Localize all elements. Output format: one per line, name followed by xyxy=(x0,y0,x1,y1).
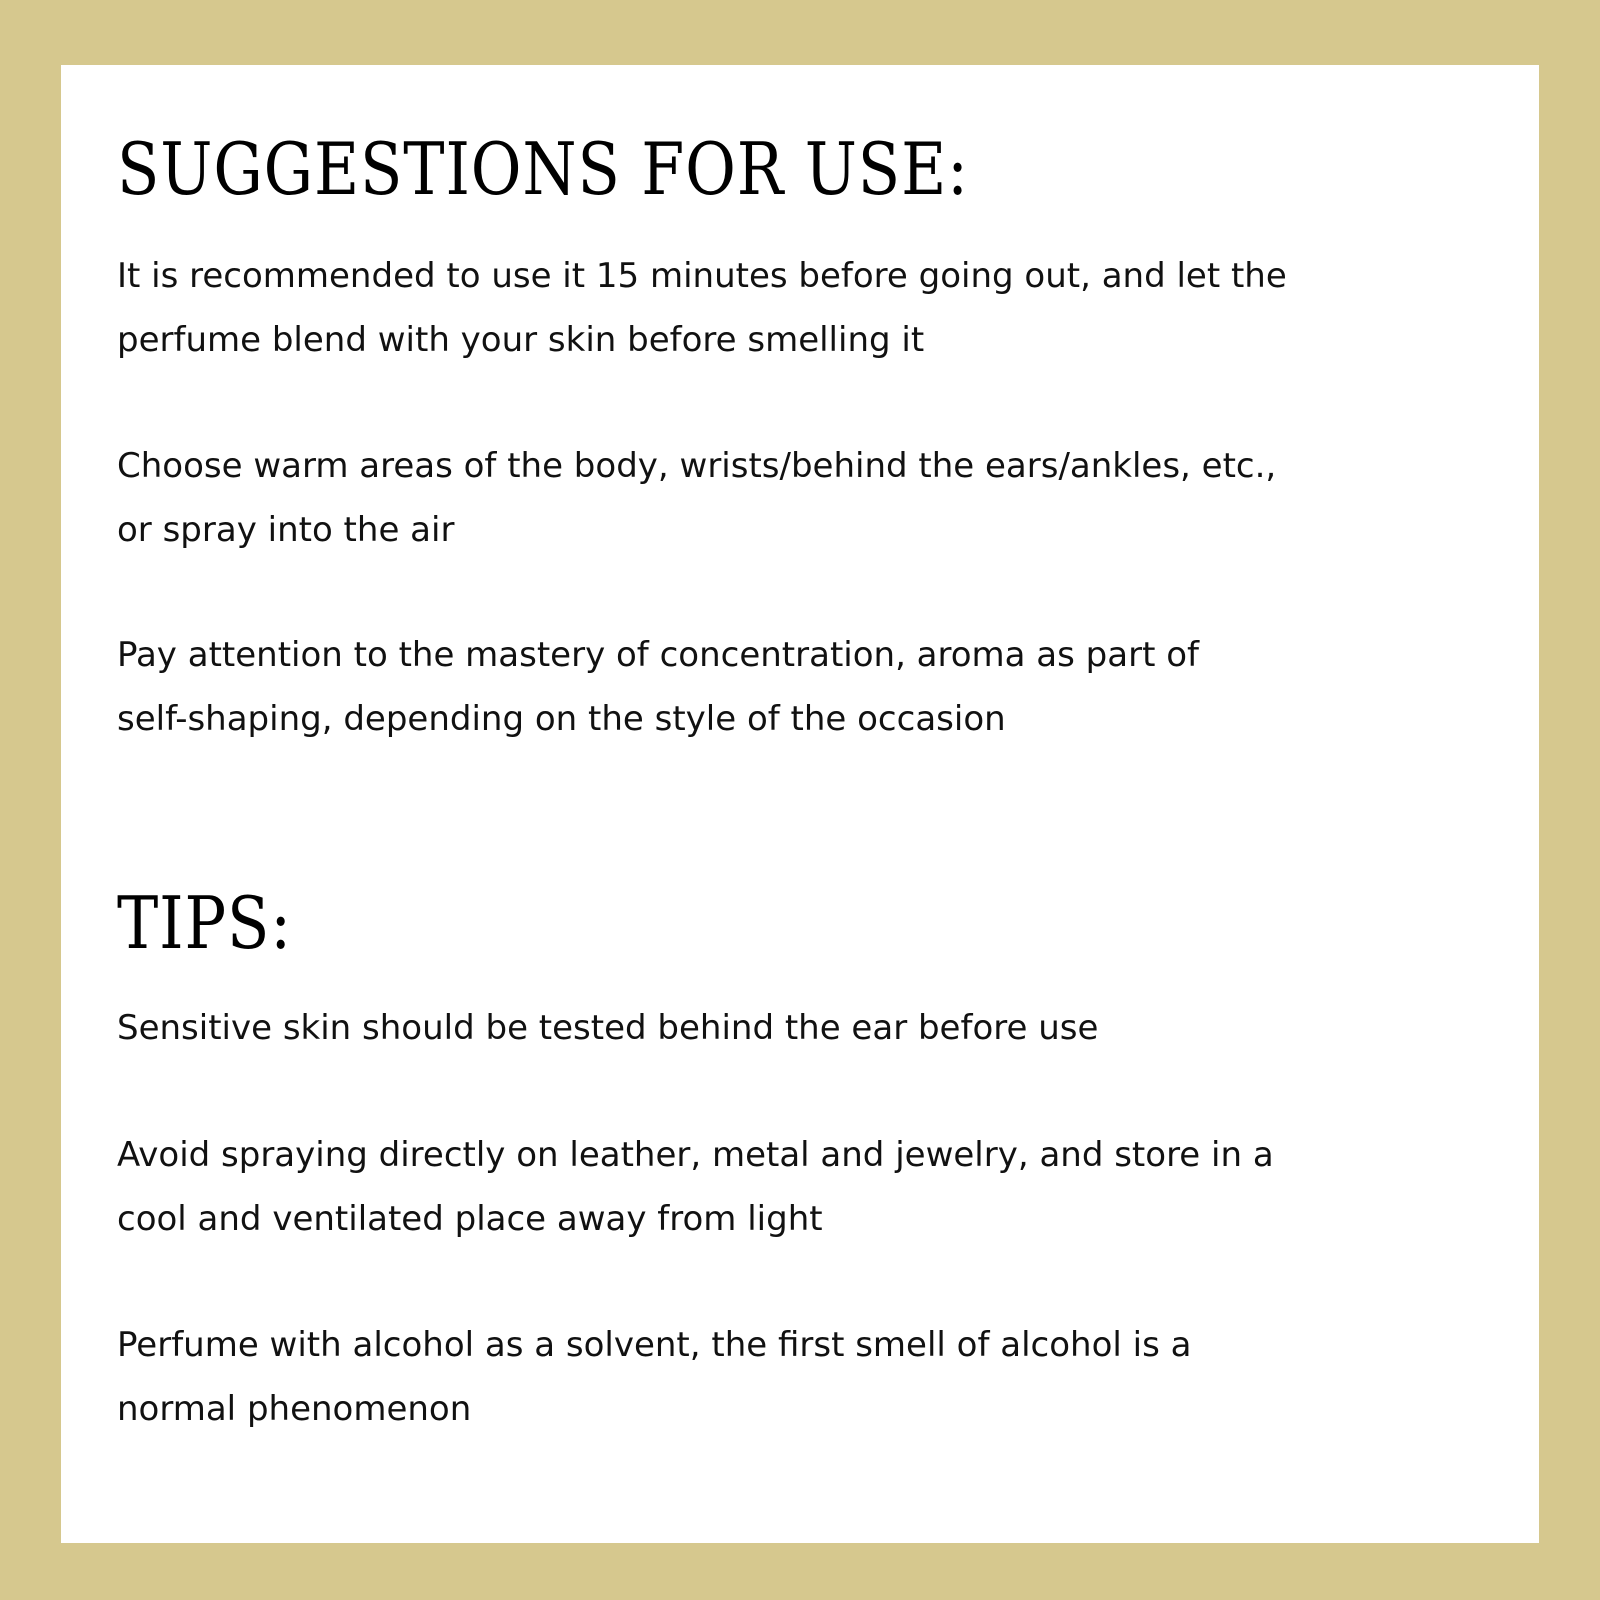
tip-item-1 xyxy=(117,996,1437,1060)
suggestions-heading: SUGGESTIONS FOR USE: xyxy=(117,127,969,211)
suggestion-item-3-line-2: self-shaping, depending on the style of the occasion xyxy=(117,699,1006,739)
tip-item-2-line-1: Avoid spraying directly on leather, metal and jewelry, and store in a xyxy=(117,1135,1274,1175)
suggestion-item-1-line-1: It is recommended to use it 15 minutes before going out, and let the xyxy=(117,256,1287,296)
tip-item-2 xyxy=(117,1123,1437,1251)
tip-item-1-line-1: Sensitive skin should be tested behind the ear before use xyxy=(117,1008,1099,1048)
suggestion-item-1-line-2: perfume blend with your skin before smelling it xyxy=(117,320,925,360)
content-card xyxy=(61,65,1539,1543)
suggestion-item-3 xyxy=(117,623,1437,751)
suggestion-item-1 xyxy=(117,244,1437,372)
tip-item-2-line-2: cool and ventilated place away from light xyxy=(117,1199,823,1239)
tip-item-3 xyxy=(117,1313,1437,1441)
suggestion-item-2-line-2: or spray into the air xyxy=(117,510,455,550)
tip-item-3-line-1: Perfume with alcohol as a solvent, the first smell of alcohol is a xyxy=(117,1325,1192,1365)
tips-heading: TIPS: xyxy=(117,881,293,965)
suggestion-item-3-line-1: Pay attention to the mastery of concentration, aroma as part of xyxy=(117,635,1199,675)
suggestion-item-2-line-1: Choose warm areas of the body, wrists/behind the ears/ankles, etc., xyxy=(117,446,1277,486)
suggestion-item-2 xyxy=(117,434,1437,562)
tip-item-3-line-2: normal phenomenon xyxy=(117,1389,472,1429)
